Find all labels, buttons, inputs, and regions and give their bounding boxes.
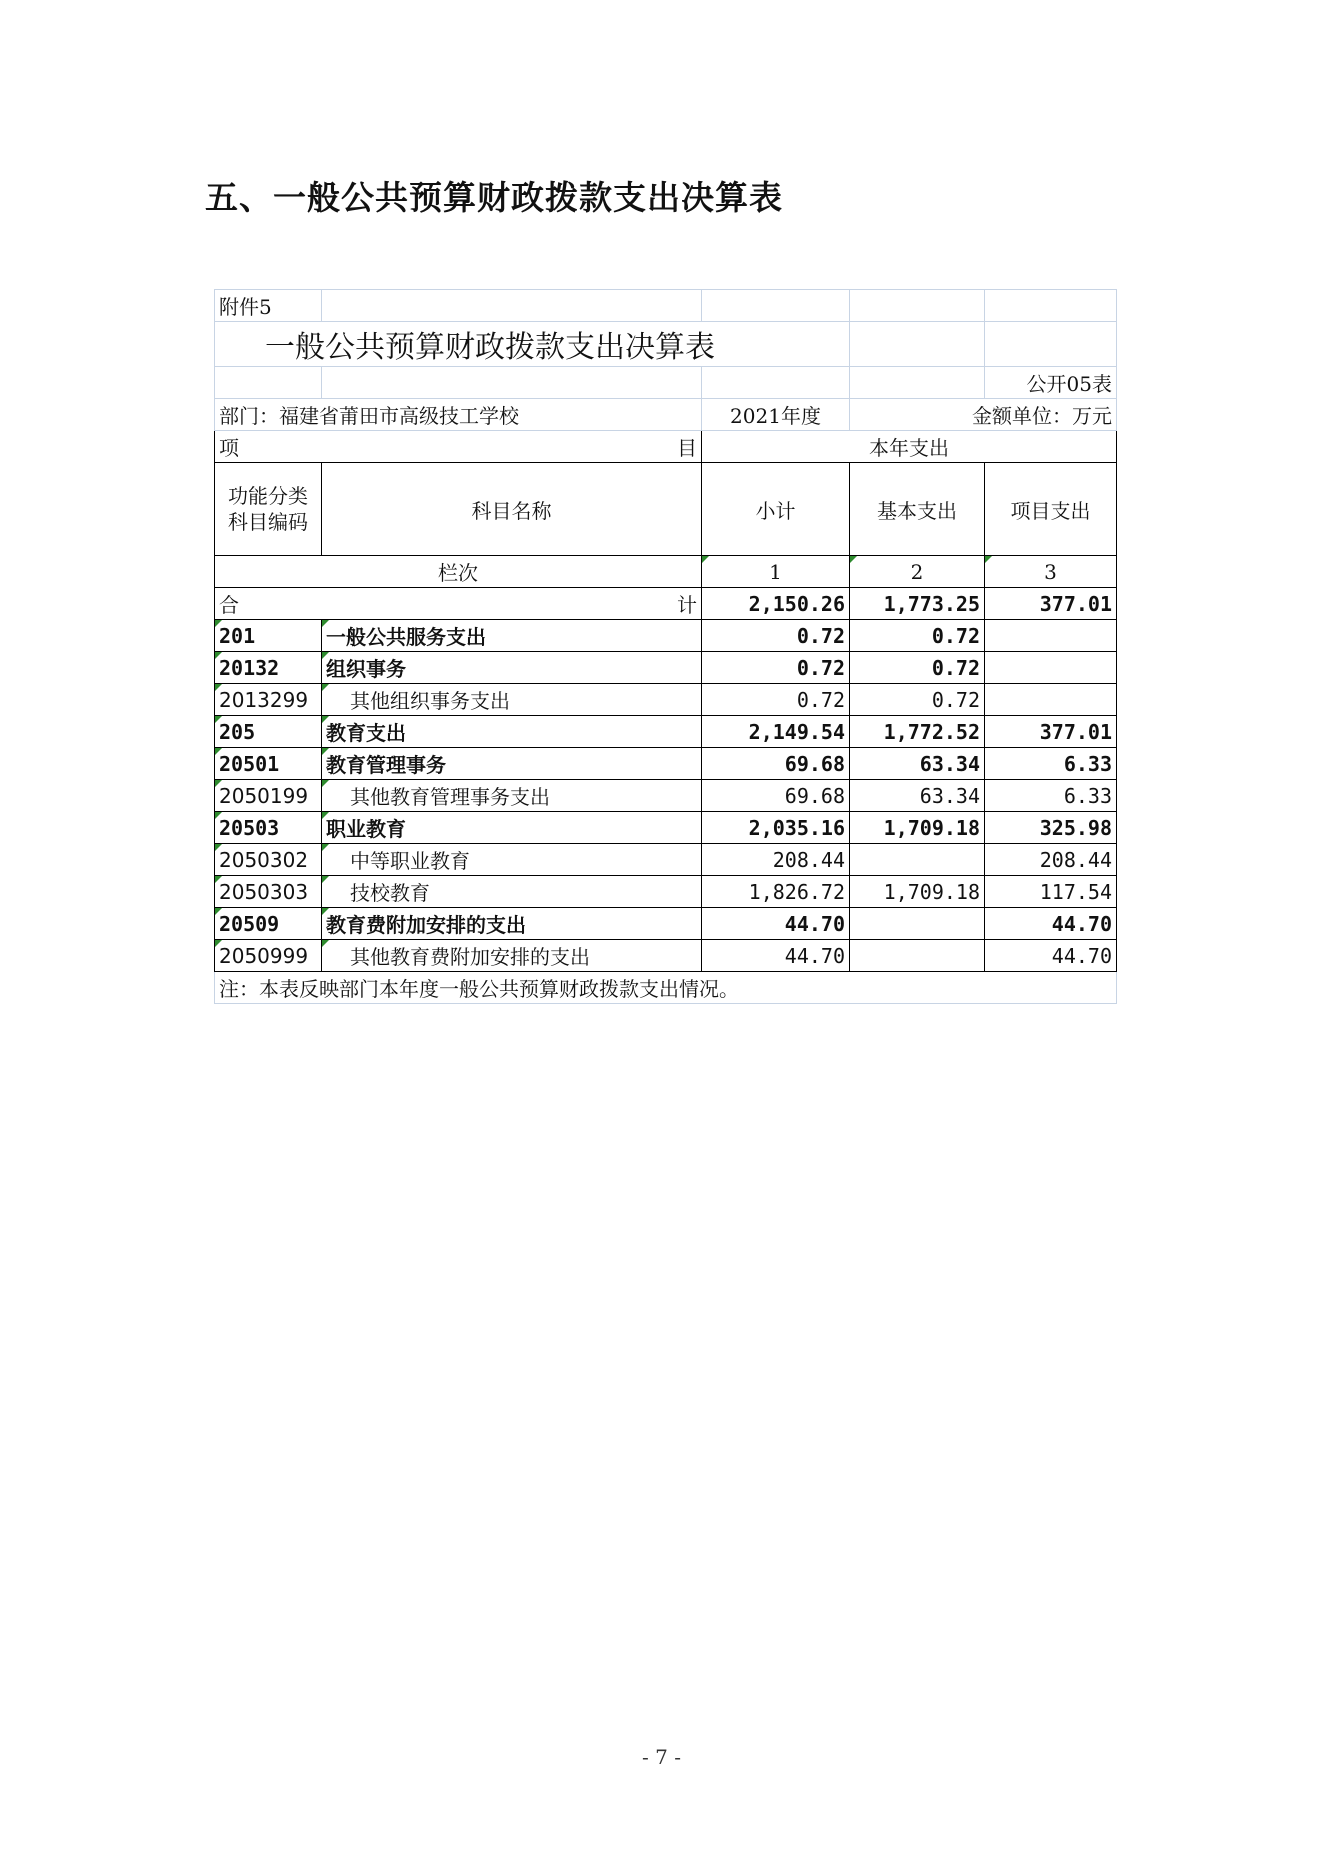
- subtotal-column-header: 小计: [702, 463, 850, 556]
- row-subtotal: 0.72: [702, 652, 850, 684]
- col-index-1: 1: [702, 556, 850, 588]
- row-code: 20509: [215, 908, 322, 940]
- row-name: 其他组织事务支出: [322, 684, 702, 716]
- row-name: 组织事务: [322, 652, 702, 684]
- item-header-left: 项: [219, 436, 239, 460]
- row-code: 2050199: [215, 780, 322, 812]
- row-code: 20503: [215, 812, 322, 844]
- department-label: 部门：福建省莆田市高级技工学校: [215, 399, 702, 431]
- row-name: 其他教育管理事务支出: [322, 780, 702, 812]
- total-label-left: 合: [219, 593, 239, 617]
- row-basic: [850, 908, 985, 940]
- row-name: 职业教育: [322, 812, 702, 844]
- row-code: 2050302: [215, 844, 322, 876]
- row-code: 2050303: [215, 876, 322, 908]
- row-code: 2013299: [215, 684, 322, 716]
- row-subtotal: 208.44: [702, 844, 850, 876]
- table-title: 一般公共预算财政拨款支出决算表: [215, 322, 850, 367]
- fiscal-year: 2021年度: [702, 399, 850, 431]
- row-code: 2050999: [215, 940, 322, 972]
- row-project: 117.54: [985, 876, 1117, 908]
- row-subtotal: 1,826.72: [702, 876, 850, 908]
- row-name: 教育费附加安排的支出: [322, 908, 702, 940]
- col-index-2: 2: [850, 556, 985, 588]
- row-name: 中等职业教育: [322, 844, 702, 876]
- row-project: [985, 620, 1117, 652]
- row-project: 6.33: [985, 780, 1117, 812]
- row-name: 教育管理事务: [322, 748, 702, 780]
- total-basic: 1,773.25: [850, 588, 985, 620]
- row-subtotal: 0.72: [702, 684, 850, 716]
- code-column-header: 功能分类 科目编码: [215, 463, 322, 556]
- row-project: 6.33: [985, 748, 1117, 780]
- row-basic: 1,709.18: [850, 812, 985, 844]
- basic-column-header: 基本支出: [850, 463, 985, 556]
- row-index-label: 栏次: [215, 556, 702, 588]
- total-project: 377.01: [985, 588, 1117, 620]
- table-row: [215, 876, 1117, 908]
- row-project: 44.70: [985, 908, 1117, 940]
- row-name: 技校教育: [322, 876, 702, 908]
- table-row: [215, 684, 1117, 716]
- row-code: 205: [215, 716, 322, 748]
- row-code: 201: [215, 620, 322, 652]
- row-basic: 0.72: [850, 652, 985, 684]
- row-basic: [850, 844, 985, 876]
- item-header-right: 目: [677, 436, 697, 460]
- row-code: 20501: [215, 748, 322, 780]
- attachment-label: 附件5: [215, 290, 322, 322]
- col-index-3: 3: [985, 556, 1117, 588]
- page-number: - 7 -: [642, 1745, 681, 1769]
- row-project: 325.98: [985, 812, 1117, 844]
- name-column-header: 科目名称: [322, 463, 702, 556]
- row-subtotal: 44.70: [702, 940, 850, 972]
- table-note: 注：本表反映部门本年度一般公共预算财政拨款支出情况。: [215, 972, 1117, 1004]
- project-column-header: 项目支出: [985, 463, 1117, 556]
- row-project: 208.44: [985, 844, 1117, 876]
- row-subtotal: 69.68: [702, 748, 850, 780]
- amount-unit: 金额单位：万元: [850, 399, 1117, 431]
- row-basic: 63.34: [850, 780, 985, 812]
- row-name: 其他教育费附加安排的支出: [322, 940, 702, 972]
- table-row: [215, 908, 1117, 940]
- row-subtotal: 2,149.54: [702, 716, 850, 748]
- row-subtotal: 44.70: [702, 908, 850, 940]
- row-name: 一般公共服务支出: [322, 620, 702, 652]
- row-basic: 1,709.18: [850, 876, 985, 908]
- row-basic: 0.72: [850, 684, 985, 716]
- row-basic: [850, 940, 985, 972]
- total-label-right: 计: [677, 593, 697, 617]
- row-project: 44.70: [985, 940, 1117, 972]
- total-label: [215, 588, 702, 620]
- item-header: [215, 431, 702, 463]
- table-row: [215, 780, 1117, 812]
- row-basic: 1,772.52: [850, 716, 985, 748]
- section-title: 五、一般公共预算财政拨款支出决算表: [205, 178, 783, 217]
- row-project: [985, 684, 1117, 716]
- row-basic: 0.72: [850, 620, 985, 652]
- form-number: 公开05表: [985, 367, 1117, 399]
- expense-table-sheet: [214, 289, 1116, 1004]
- row-project: 377.01: [985, 716, 1117, 748]
- row-subtotal: 2,035.16: [702, 812, 850, 844]
- table-row: [215, 620, 1117, 652]
- row-subtotal: 69.68: [702, 780, 850, 812]
- expense-table: [214, 289, 1117, 1004]
- table-row: [215, 716, 1117, 748]
- row-name: 教育支出: [322, 716, 702, 748]
- row-subtotal: 0.72: [702, 620, 850, 652]
- row-code: 20132: [215, 652, 322, 684]
- table-row: [215, 812, 1117, 844]
- current-year-expense-header: 本年支出: [702, 431, 1117, 463]
- table-row: [215, 652, 1117, 684]
- row-basic: 63.34: [850, 748, 985, 780]
- total-subtotal: 2,150.26: [702, 588, 850, 620]
- table-row: [215, 844, 1117, 876]
- table-row: [215, 748, 1117, 780]
- row-project: [985, 652, 1117, 684]
- table-row: [215, 940, 1117, 972]
